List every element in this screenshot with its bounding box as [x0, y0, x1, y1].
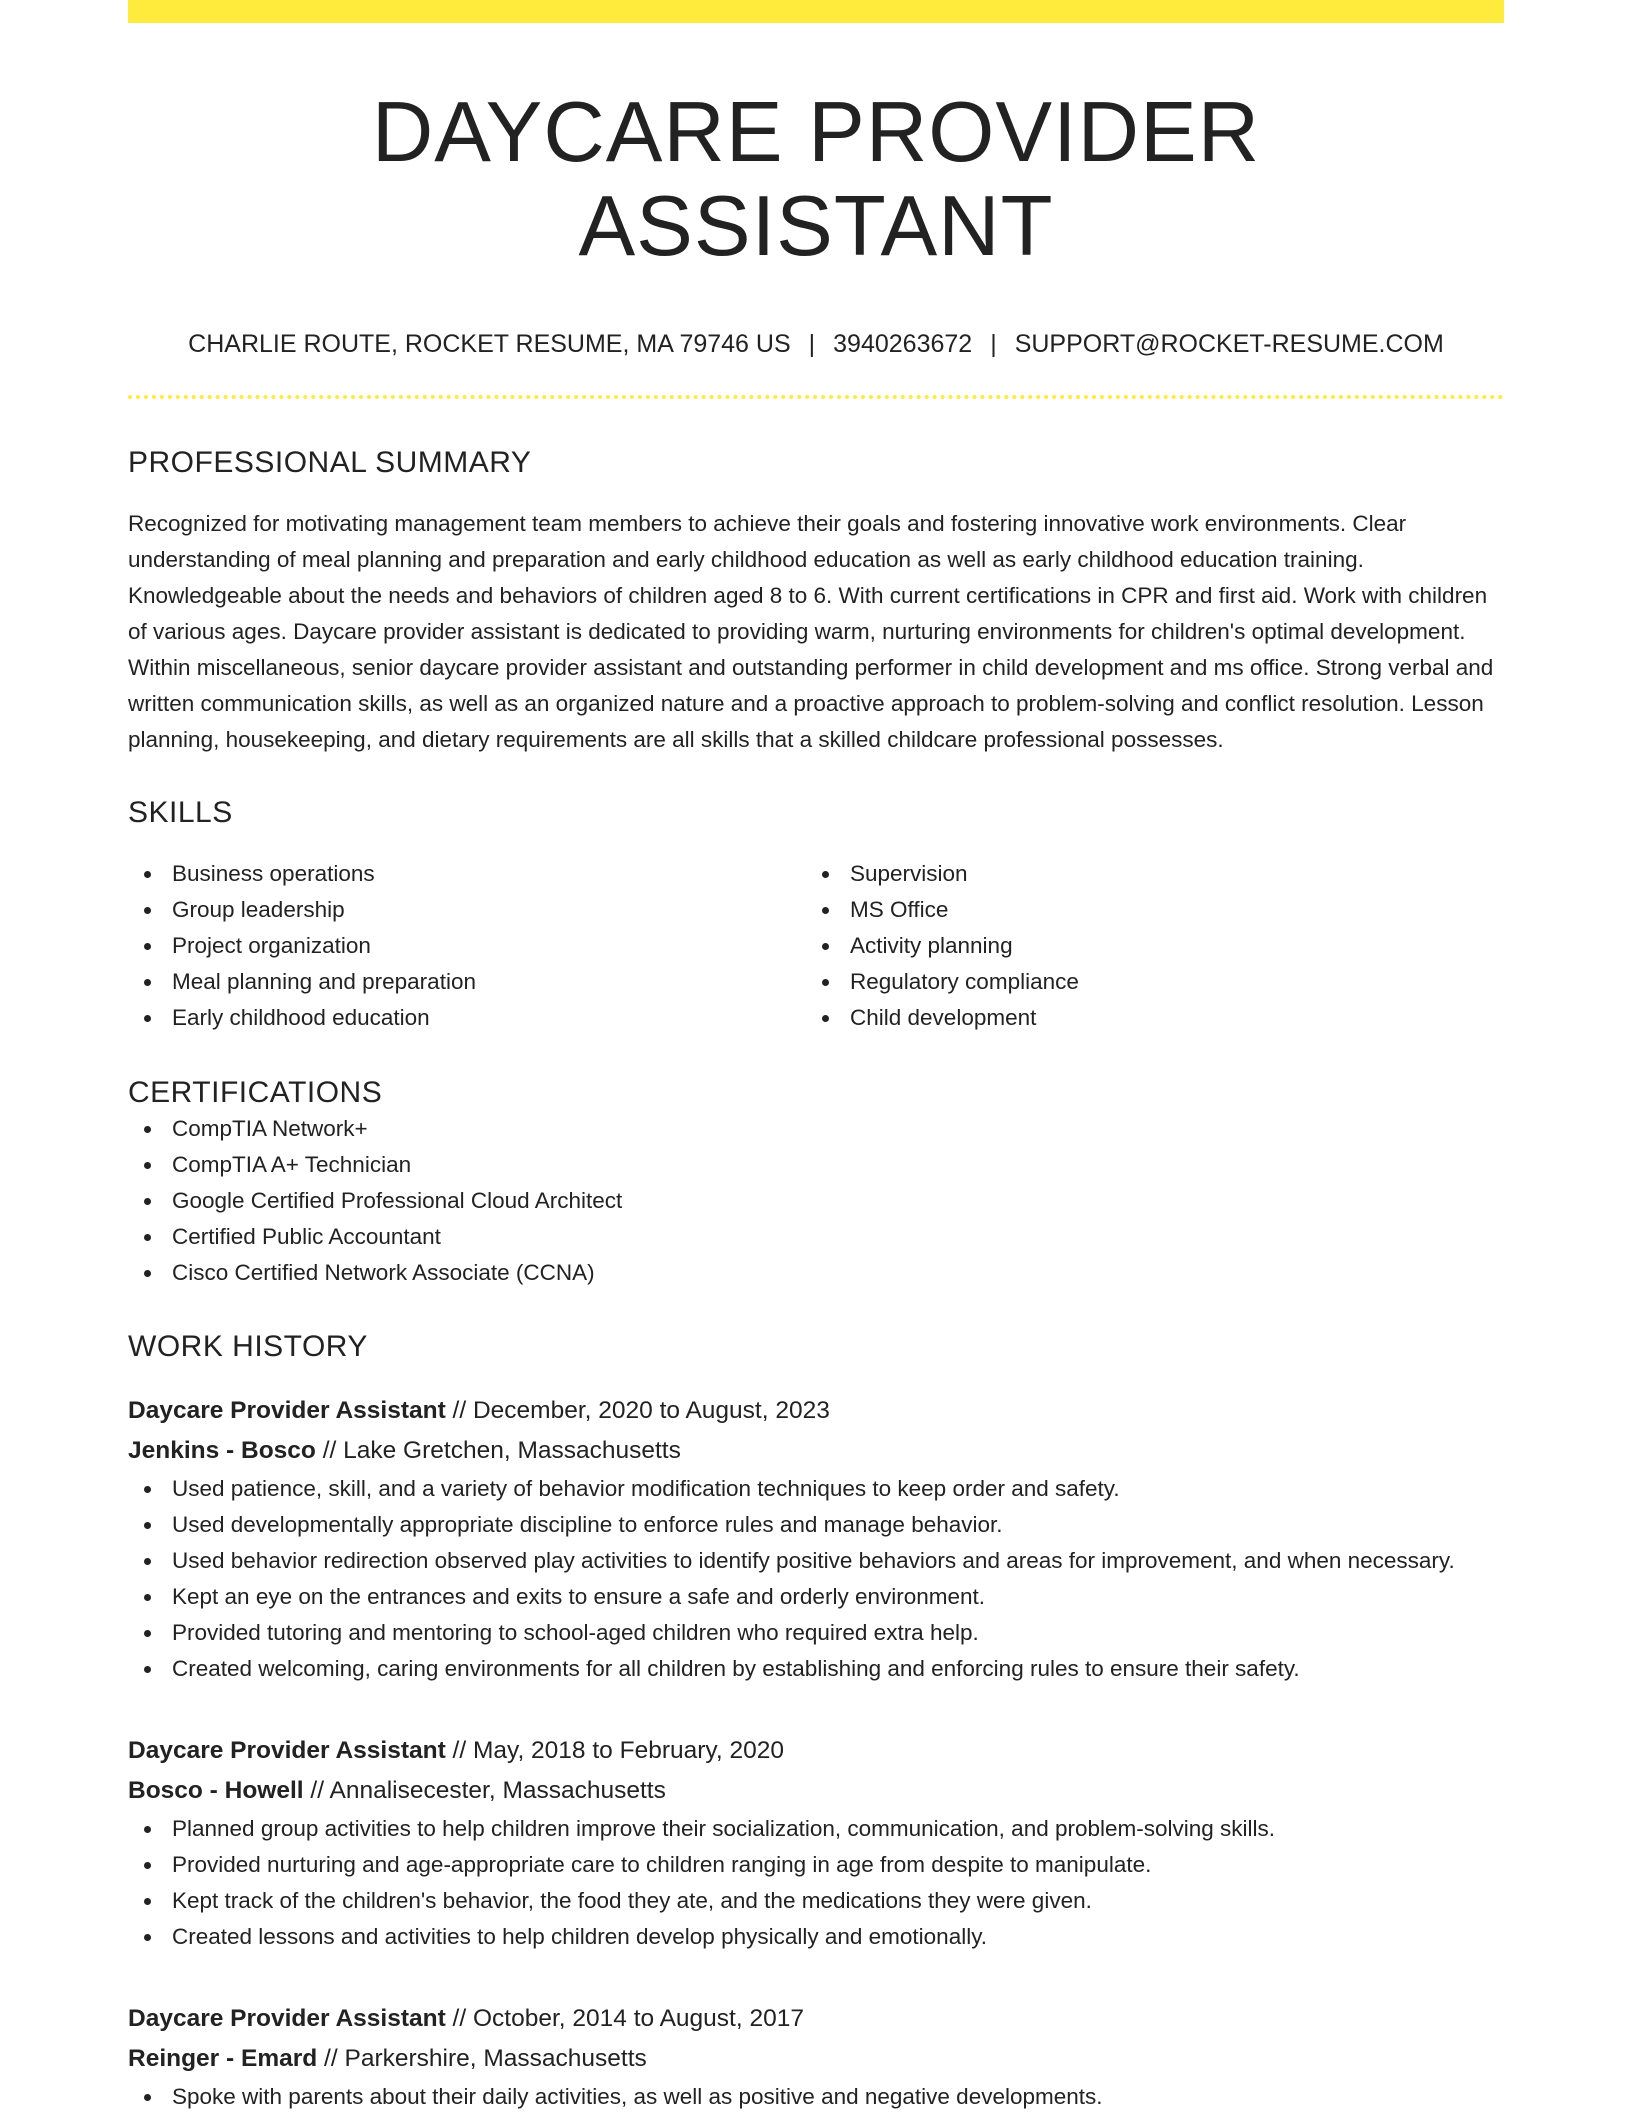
summary-heading: PROFESSIONAL SUMMARY: [128, 446, 532, 479]
job-duties-list: [128, 2079, 1504, 2115]
skill-item: Regulatory compliance: [850, 964, 1484, 1000]
skill-item: Early childhood education: [172, 1000, 806, 1036]
job-location: // Parkershire, Massachusetts: [317, 2045, 647, 2072]
job-company: Reinger - Emard: [128, 2045, 318, 2072]
job-duty: Spoke with parents about their daily activities, as well as positive and negative developments.: [172, 2079, 1504, 2115]
dotted-divider: [128, 395, 1504, 399]
job-company: Bosco - Howell: [128, 1777, 304, 1804]
skills-heading: SKILLS: [128, 796, 233, 829]
job-title-line: [128, 1731, 1504, 1771]
certification-item: Cisco Certified Network Associate (CCNA): [172, 1255, 1504, 1291]
job-location: // Annalisecester, Massachusetts: [303, 1777, 666, 1804]
job-duty: Kept an eye on the entrances and exits to ensure a safe and orderly environment.: [172, 1579, 1504, 1615]
job-dates: // October, 2014 to August, 2017: [445, 2005, 804, 2032]
job-role: Daycare Provider Assistant: [128, 1397, 446, 1424]
job-location: // Lake Gretchen, Massachusetts: [315, 1437, 681, 1464]
job-duty: Kept track of the children's behavior, the food they ate, and the medications they were given.: [172, 1883, 1504, 1919]
job-duties-list: [128, 1471, 1504, 1687]
job-entry: [128, 1731, 1504, 1955]
resume-title: DAYCARE PROVIDER ASSISTANT: [371, 85, 1261, 274]
certification-item: CompTIA A+ Technician: [172, 1147, 1504, 1183]
contact-line: [128, 329, 1504, 359]
skills-column-right: [806, 856, 1484, 1036]
skill-item: Business operations: [172, 856, 806, 892]
skill-item: Child development: [850, 1000, 1484, 1036]
job-duty: Provided tutoring and mentoring to school-aged children who required extra help.: [172, 1615, 1504, 1651]
skills-column-left: [128, 856, 806, 1036]
job-title-line: [128, 1999, 1504, 2039]
work-history-heading: WORK HISTORY: [128, 1330, 368, 1363]
skill-item: Group leadership: [172, 892, 806, 928]
job-role: Daycare Provider Assistant: [128, 2005, 446, 2032]
contact-separator: |: [990, 330, 997, 358]
job-title-line: [128, 1391, 1504, 1431]
job-company-line: [128, 2039, 1504, 2079]
contact-email: SUPPORT@ROCKET-RESUME.COM: [1014, 330, 1444, 358]
summary-paragraph: Recognized for motivating management team members to achieve their goals and fostering innovative work environments. Clear understanding of meal planning and preparation and early childhood education as well as early childhood education training. Knowledgeable about the needs and behaviors of children aged 8 to 6. With current certifications in CPR and first aid. Work with children of various ages. Daycare provider assistant is dedicated to providing warm, nurturing environments for children's optimal development. Within miscellaneous, senior daycare provider assistant and outstanding performer in child development and ms office. Strong verbal and written communication skills, as well as an organized nature and a proactive approach to problem-solving and conflict resolution. Lesson planning, housekeeping, and dietary requirements are all skills that a skilled childcare professional possesses.: [128, 511, 1494, 752]
skills-list-right: [806, 856, 1484, 1036]
skill-item: Activity planning: [850, 928, 1484, 964]
resume-page: [128, 0, 1504, 2115]
accent-top-bar: [128, 0, 1504, 23]
job-duty: Provided nurturing and age-appropriate care to children ranging in age from despite to manipulate.: [172, 1847, 1504, 1883]
contact-address: CHARLIE ROUTE, ROCKET RESUME, MA 79746 US: [188, 330, 791, 358]
job-duty: Used patience, skill, and a variety of behavior modification techniques to keep order and safety.: [172, 1471, 1504, 1507]
job-entry: [128, 1999, 1504, 2115]
certification-item: Google Certified Professional Cloud Architect: [172, 1183, 1504, 1219]
job-company-line: [128, 1431, 1504, 1471]
certification-item: CompTIA Network+: [172, 1111, 1504, 1147]
job-company-line: [128, 1771, 1504, 1811]
job-duty: Used developmentally appropriate discipline to enforce rules and manage behavior.: [172, 1507, 1504, 1543]
skill-item: Project organization: [172, 928, 806, 964]
certifications-list: [128, 1111, 1504, 1291]
skills-list-left: [128, 856, 806, 1036]
skill-item: Meal planning and preparation: [172, 964, 806, 1000]
skill-item: Supervision: [850, 856, 1484, 892]
job-entry: [128, 1391, 1504, 1687]
certifications-heading: CERTIFICATIONS: [128, 1076, 383, 1109]
skills-grid: [128, 856, 1504, 1036]
job-dates: // December, 2020 to August, 2023: [445, 1397, 830, 1424]
contact-phone: 3940263672: [833, 330, 973, 358]
job-duty: Used behavior redirection observed play activities to identify positive behaviors and areas for improvement, and when necessary.: [172, 1543, 1504, 1579]
job-duty: Planned group activities to help children improve their socialization, communication, and problem-solving skills.: [172, 1811, 1504, 1847]
job-duties-list: [128, 1811, 1504, 1955]
job-duty: Created lessons and activities to help children develop physically and emotionally.: [172, 1919, 1504, 1955]
job-dates: // May, 2018 to February, 2020: [445, 1737, 784, 1764]
job-duty: Created welcoming, caring environments for all children by establishing and enforcing rules to ensure their safety.: [172, 1651, 1504, 1687]
job-company: Jenkins - Bosco: [128, 1437, 316, 1464]
skill-item: MS Office: [850, 892, 1484, 928]
certification-item: Certified Public Accountant: [172, 1219, 1504, 1255]
job-role: Daycare Provider Assistant: [128, 1737, 446, 1764]
contact-separator: |: [808, 330, 816, 358]
